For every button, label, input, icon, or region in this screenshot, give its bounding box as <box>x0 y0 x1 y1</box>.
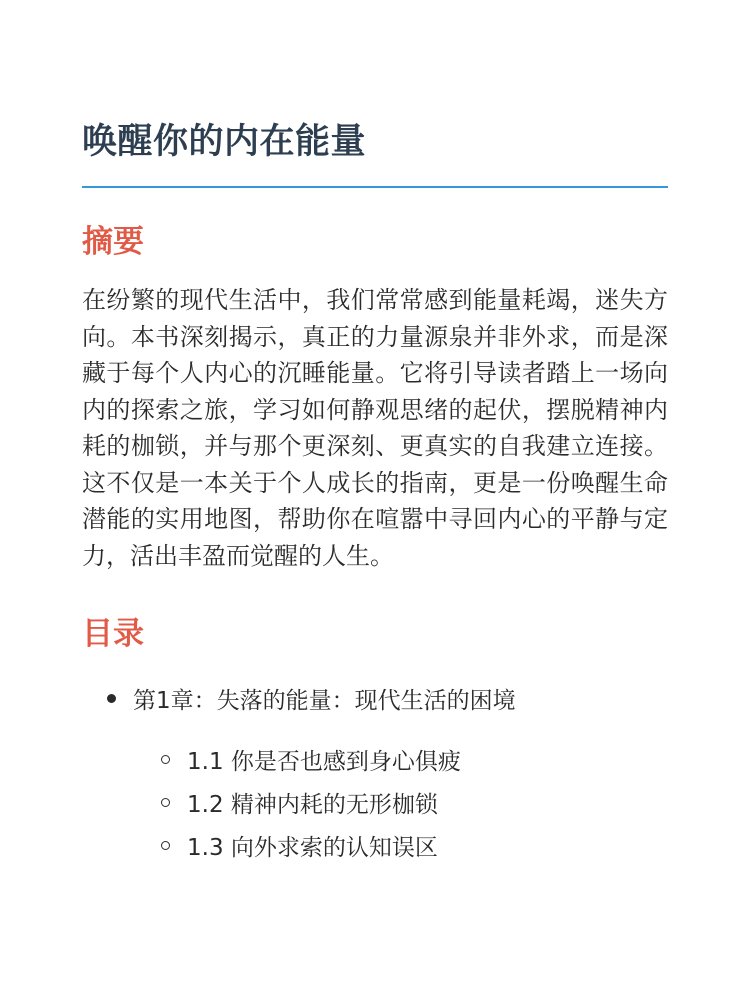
toc-section-list <box>82 738 668 867</box>
title-divider <box>82 186 668 188</box>
summary-paragraph: 在纷繁的现代生活中，我们常常感到能量耗竭，迷失方向。本书深刻揭示，真正的力量源泉并非外求，而是深藏于每个人内心的沉睡能量。它将引导读者踏上一场向内的探索之旅，学习如何静观思绪的起伏，摆脱精神内耗的枷锁，并与那个更深刻、更真实的自我建立连接。这不仅是一本关于个人成长的指南，更是一份唤醒生命潜能的实用地图，帮助你在喧嚣中寻回内心的平静与定力，活出丰盈而觉醒的人生。 <box>82 286 668 570</box>
toc-list <box>82 678 668 867</box>
bullet-circle-icon <box>161 798 170 807</box>
toc-chapter-item <box>82 678 668 867</box>
toc-section-1-1 <box>161 738 668 781</box>
bullet-circle-icon <box>161 755 170 764</box>
toc-heading: 目录 <box>82 616 144 652</box>
chapter-label: 第1章：失落的能量：现代生活的困境 <box>133 687 516 714</box>
summary-heading: 摘要 <box>82 224 144 260</box>
section-label: 1.3 向外求索的认知误区 <box>187 835 438 861</box>
bullet-disc-icon <box>107 694 116 703</box>
toc-section-1-3 <box>161 824 668 867</box>
section-label: 1.2 精神内耗的无形枷锁 <box>187 792 438 818</box>
section-label: 1.1 你是否也感到身心俱疲 <box>187 749 461 775</box>
book-title: 唤醒你的内在能量 <box>82 122 367 162</box>
toc-section-1-2 <box>161 781 668 824</box>
bullet-circle-icon <box>161 841 170 850</box>
toc-chapter-1 <box>107 678 668 718</box>
